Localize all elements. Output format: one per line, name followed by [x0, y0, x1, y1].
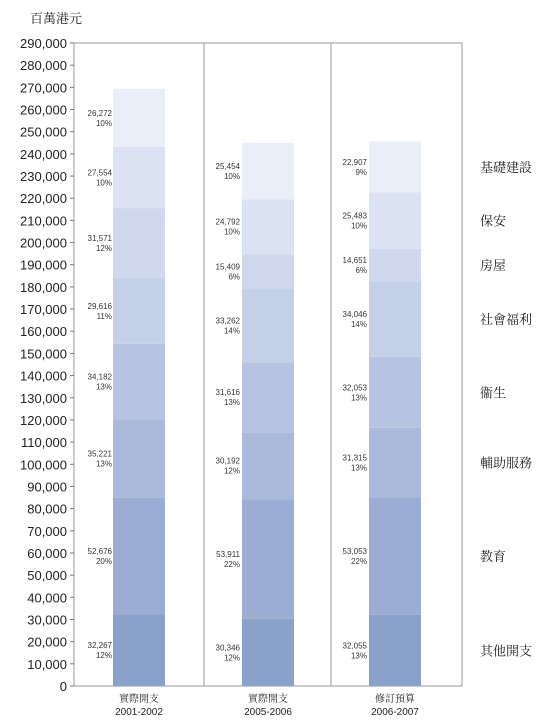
- segment-value-label: 35,221: [87, 449, 112, 459]
- bar-segment: [113, 344, 165, 420]
- y-tick-label: 220,000: [20, 191, 67, 207]
- segment-value-label: 53,911: [216, 549, 240, 559]
- segment-percent-label: 20%: [95, 557, 112, 567]
- segment-percent-label: 9%: [355, 167, 367, 177]
- bar-segment: [242, 499, 294, 619]
- y-tick-label: 290,000: [20, 36, 67, 51]
- y-tick-label: 20,000: [27, 634, 67, 650]
- y-tick-label: 10,000: [27, 656, 67, 672]
- y-tick-label: 150,000: [20, 346, 67, 362]
- category-label-line1: 實際開支: [119, 694, 159, 705]
- segment-percent-label: 13%: [350, 393, 367, 403]
- bar-segment: [113, 278, 165, 344]
- segment-percent-label: 10%: [223, 227, 240, 237]
- segment-percent-label: 13%: [95, 459, 112, 469]
- segment-percent-label: 10%: [95, 178, 112, 188]
- segment-value-label: 33,262: [215, 316, 240, 326]
- bar-segment: [369, 192, 421, 249]
- y-tick-label: 40,000: [27, 590, 67, 606]
- bar-segment: [242, 288, 294, 362]
- y-tick-label: 180,000: [20, 279, 67, 295]
- bar-segment: [369, 142, 421, 193]
- bar-segment: [113, 498, 165, 615]
- y-tick-label: 280,000: [20, 58, 67, 74]
- segment-value-label: 30,346: [215, 643, 240, 653]
- segment-value-label: 25,454: [215, 162, 240, 172]
- segment-percent-label: 13%: [95, 382, 112, 392]
- segment-value-label: 52,676: [87, 547, 112, 557]
- segment-percent-label: 13%: [350, 651, 367, 661]
- legend-label: 其他開支: [480, 643, 533, 659]
- segment-percent-label: 14%: [350, 320, 367, 330]
- segment-value-label: 15,409: [215, 262, 240, 272]
- y-tick-label: 260,000: [20, 102, 67, 118]
- y-tick-label: 240,000: [20, 146, 67, 162]
- y-tick-label: 200,000: [20, 235, 67, 251]
- y-tick-label: 230,000: [20, 169, 67, 185]
- bar-segment: [242, 254, 294, 288]
- segment-value-label: 29,616: [87, 301, 112, 311]
- category-label-line1: 修訂預算: [375, 694, 415, 705]
- bar-segment: [113, 89, 165, 147]
- y-tick-label: 100,000: [20, 457, 67, 473]
- y-tick-label: 250,000: [20, 124, 67, 140]
- segment-value-label: 31,616: [215, 388, 240, 398]
- segment-value-label: 26,272: [87, 108, 112, 118]
- legend-label: 保安: [480, 213, 507, 229]
- bar-segment: [369, 428, 421, 497]
- segment-percent-label: 10%: [223, 172, 240, 182]
- segment-percent-label: 12%: [223, 466, 240, 476]
- segment-value-label: 14,651: [342, 256, 367, 266]
- y-tick-label: 80,000: [27, 501, 67, 517]
- legend-label: 基礎建設: [480, 159, 533, 175]
- y-tick-label: 130,000: [20, 390, 67, 406]
- segment-value-label: 30,192: [215, 456, 240, 466]
- bar-segment: [369, 357, 421, 428]
- segment-percent-label: 14%: [223, 326, 240, 336]
- segment-percent-label: 11%: [96, 311, 112, 321]
- y-tick-label: 210,000: [20, 213, 67, 229]
- segment-percent-label: 6%: [228, 272, 240, 282]
- category-label-line2: 2005-2006: [244, 707, 292, 718]
- y-tick-label: 120,000: [20, 412, 67, 428]
- segment-value-label: 31,571: [87, 234, 112, 244]
- segment-value-label: 32,055: [342, 641, 367, 651]
- bar-segment: [242, 199, 294, 254]
- legend-label: 輔助服務: [480, 455, 533, 471]
- segment-value-label: 22,907: [342, 157, 367, 167]
- y-tick-label: 50,000: [27, 568, 67, 584]
- category-label-line1: 實際開支: [248, 694, 288, 705]
- y-tick-label: 30,000: [27, 612, 67, 628]
- bar-segment: [113, 614, 165, 686]
- y-tick-label: 190,000: [20, 257, 67, 273]
- y-tick-label: 60,000: [27, 545, 67, 561]
- segment-percent-label: 13%: [350, 463, 367, 473]
- bar-segment: [242, 432, 294, 499]
- y-tick-label: 0: [59, 679, 67, 694]
- segment-percent-label: 12%: [223, 653, 240, 663]
- y-tick-label: 70,000: [27, 523, 67, 539]
- category-label-line2: 2006-2007: [371, 707, 419, 718]
- segment-percent-label: 12%: [95, 244, 112, 254]
- segment-percent-label: 22%: [350, 557, 367, 567]
- segment-percent-label: 13%: [223, 398, 240, 408]
- bar-segment: [242, 143, 294, 199]
- y-tick-label: 140,000: [20, 368, 67, 384]
- legend-label: 房屋: [480, 258, 507, 274]
- legend-label: 衞生: [480, 385, 507, 401]
- segment-value-label: 25,483: [342, 211, 367, 221]
- bar-segment: [242, 362, 294, 432]
- segment-value-label: 53,053: [342, 547, 367, 557]
- segment-value-label: 32,053: [342, 383, 367, 393]
- category-label-line2: 2001-2002: [115, 707, 163, 718]
- y-tick-label: 160,000: [20, 324, 67, 340]
- bar-segment: [369, 497, 421, 615]
- segment-value-label: 31,315: [342, 453, 367, 463]
- legend-label: 教育: [480, 549, 507, 565]
- y-tick-label: 170,000: [20, 302, 67, 318]
- y-tick-label: 90,000: [27, 479, 67, 495]
- bar-segment: [242, 619, 294, 686]
- y-tick-label: 270,000: [20, 80, 67, 96]
- bar-segment: [369, 615, 421, 686]
- segment-value-label: 32,267: [87, 641, 112, 651]
- segment-percent-label: 12%: [95, 651, 112, 661]
- segment-value-label: 34,182: [87, 372, 112, 382]
- segment-value-label: 34,046: [342, 310, 367, 320]
- bar-segment: [113, 420, 165, 498]
- bar-segment: [113, 208, 165, 278]
- segment-value-label: 24,792: [215, 217, 240, 227]
- bar-segment: [369, 281, 421, 356]
- y-axis-unit-label: 百萬港元: [30, 11, 83, 26]
- y-tick-label: 110,000: [20, 435, 67, 451]
- segment-percent-label: 6%: [355, 266, 367, 276]
- segment-value-label: 27,554: [87, 168, 112, 178]
- legend-label: 社會福利: [480, 312, 533, 328]
- bar-segment: [113, 147, 165, 208]
- bar-segment: [369, 249, 421, 281]
- segment-percent-label: 10%: [95, 118, 112, 128]
- segment-percent-label: 22%: [223, 559, 240, 569]
- segment-percent-label: 10%: [350, 221, 367, 231]
